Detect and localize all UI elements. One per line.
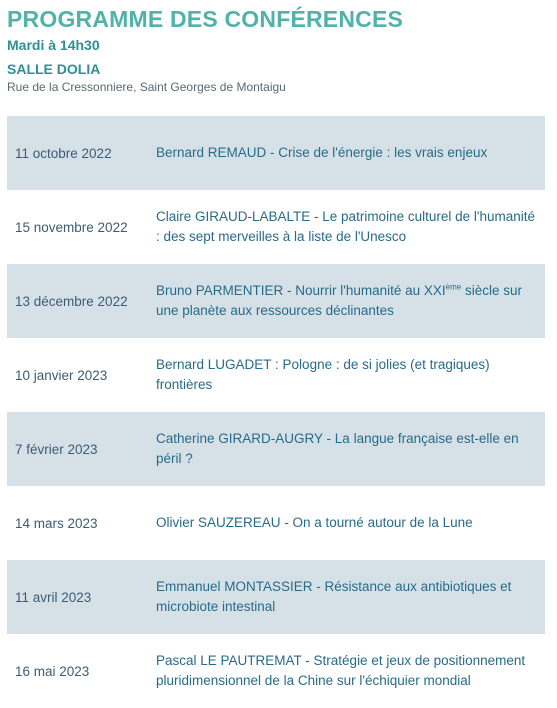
conference-date: 13 décembre 2022 <box>15 293 128 309</box>
conference-date: 15 novembre 2022 <box>15 219 128 235</box>
conference-topic <box>156 281 545 321</box>
session-time: Mardi à 14h30 <box>7 37 100 53</box>
conference-row <box>7 190 545 264</box>
conference-date: 14 mars 2023 <box>15 515 98 531</box>
page-title: PROGRAMME DES CONFÉRENCES <box>7 6 404 32</box>
conference-date: 11 avril 2023 <box>15 589 92 605</box>
conference-row <box>7 264 545 338</box>
topic-text-end: siècle sur une planète aux ressources déclinantes <box>156 283 523 318</box>
conference-row <box>7 486 545 560</box>
venue-address: Rue de la Cressonniere, Saint Georges de Montaigu <box>7 80 286 94</box>
conference-date: 11 octobre 2022 <box>15 145 112 161</box>
venue-name: SALLE DOLIA <box>7 61 101 77</box>
conference-row <box>7 560 545 634</box>
conference-row <box>7 412 545 486</box>
conference-row <box>7 634 545 708</box>
topic-text-start: Bruno PARMENTIER - Nourrir l'humanité au XXI <box>156 283 446 298</box>
conference-date: 16 mai 2023 <box>15 663 90 679</box>
conference-date: 10 janvier 2023 <box>15 367 108 383</box>
conference-list <box>7 116 545 708</box>
conference-topic: Claire GIRAUD-LABALTE - Le patrimoine culturel de l'humanité : des sept merveilles à la liste de l'Unesco <box>156 209 535 244</box>
conference-date: 7 février 2023 <box>15 441 98 457</box>
conference-topic: Olivier SAUZEREAU - On a tourné autour de la Lune <box>156 515 473 530</box>
conference-topic: Emmanuel MONTASSIER - Résistance aux antibiotiques et microbiote intestinal <box>156 579 512 614</box>
conference-topic: Bernard LUGADET : Pologne : de si jolies (et tragiques) frontières <box>156 357 490 392</box>
conference-topic: Bernard REMAUD - Crise de l'énergie : les vrais enjeux <box>156 145 488 160</box>
conference-topic: Catherine GIRARD-AUGRY - La langue française est-elle en péril ? <box>156 431 519 466</box>
conference-topic: Pascal LE PAUTREMAT - Stratégie et jeux de positionnement pluridimensionnel de la Chine sur l'échiquier mondial <box>156 653 526 688</box>
conference-row <box>7 338 545 412</box>
superscript-ordinal: ème <box>445 282 462 292</box>
program-header <box>7 5 547 95</box>
conference-row <box>7 116 545 190</box>
